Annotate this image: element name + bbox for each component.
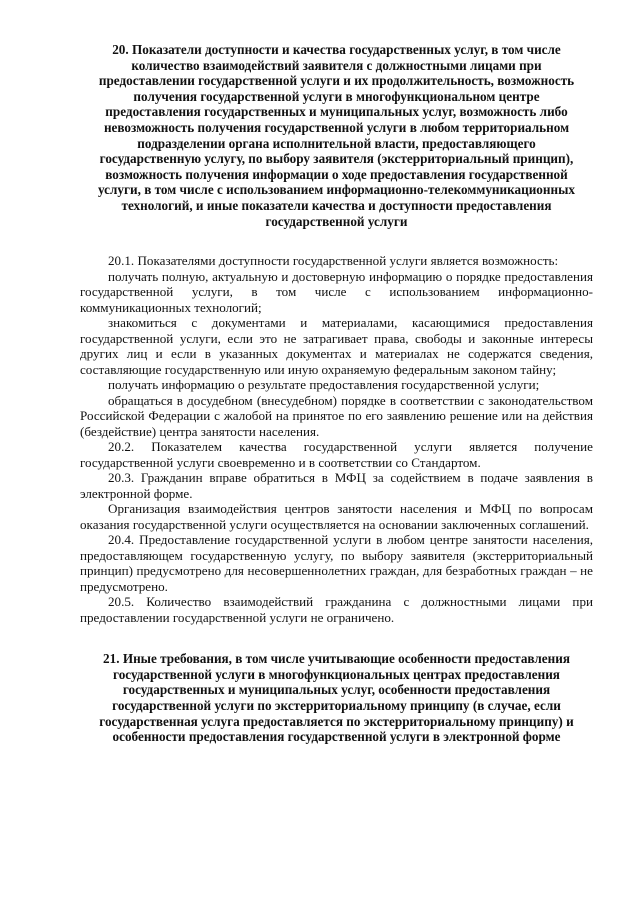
paragraph: 20.5. Количество взаимодействий гражданина с должностными лицами при предоставлении государственной услуги не ограничено. xyxy=(80,594,593,625)
section-21-heading: 21. Иные требования, в том числе учитывающие особенности предоставления государственной услуги в многофункциональных центрах предоставления государственных и муниципальных услуг, особенности предоставления государственной услуги по экстерриториальному принципу (в случае, если государственная услуга предоставляется по экстерриториальному принципу) и особенности предоставления государственной услуги в электронной форме xyxy=(99,651,574,745)
section-20-body xyxy=(80,253,593,625)
paragraph: обращаться в досудебном (внесудебном) порядке в соответствии с законодательством Российской Федерации с жалобой на принятое по его заявлению решение или на действия (бездействие) центра занятости населения. xyxy=(80,392,593,439)
section-20-heading: 20. Показатели доступности и качества государственных услуг, в том числе количество взаимодействий заявителя с должностными лицами при предоставлении государственной услуги и их продолжительность, возможность получения государственной услуги в многофункциональном центре предоставления государственных и муниципальных услуг, возможность либо невозможность получения государственной услуги в любом территориальном подразделении органа исполнительной власти, предоставляющего государственную услугу, по выбору заявителя (экстерриториальный принцип), возможность получения информации о ходе предоставления государственной услуги, в том числе с использованием информационно-телекоммуникационных технологий, и иные показатели качества и доступности предоставления государственной услуги xyxy=(97,42,575,229)
paragraph: 20.3. Гражданин вправе обратиться в МФЦ за содействием в подаче заявления в электронной форме. xyxy=(80,470,593,501)
paragraph: получать полную, актуальную и достоверную информацию о порядке предоставления государственной услуги, в том числе с использованием информационно-коммуникационных технологий; xyxy=(80,268,593,315)
paragraph: получать информацию о результате предоставления государственной услуги; xyxy=(108,377,540,393)
paragraph: 20.4. Предоставление государственной услуги в любом центре занятости населения, предоставляющем государственную услугу, по выбору заявителя (экстерриториальный принцип) предусмотрено для несовершеннолетних граждан, для безработных граждан – не предусмотрено. xyxy=(80,532,593,594)
paragraph: знакомиться с документами и материалами, касающимися предоставления государственной услуги, если это не затрагивает права, свободы и законные интересы других лиц и если в указанных документах и материалах не содержатся сведения, составляющие государственную или иную охраняемую федеральным законом тайну; xyxy=(80,315,593,377)
paragraph: Организация взаимодействия центров занятости населения и МФЦ по вопросам оказания государственной услуги осуществляется на основании заключенных соглашений. xyxy=(80,501,593,532)
paragraph: 20.2. Показателем качества государственной услуги является получение государственной услуги своевременно и в соответствии со Стандартом. xyxy=(80,439,593,470)
paragraph: 20.1. Показателями доступности государственной услуги является возможность: xyxy=(108,253,559,269)
